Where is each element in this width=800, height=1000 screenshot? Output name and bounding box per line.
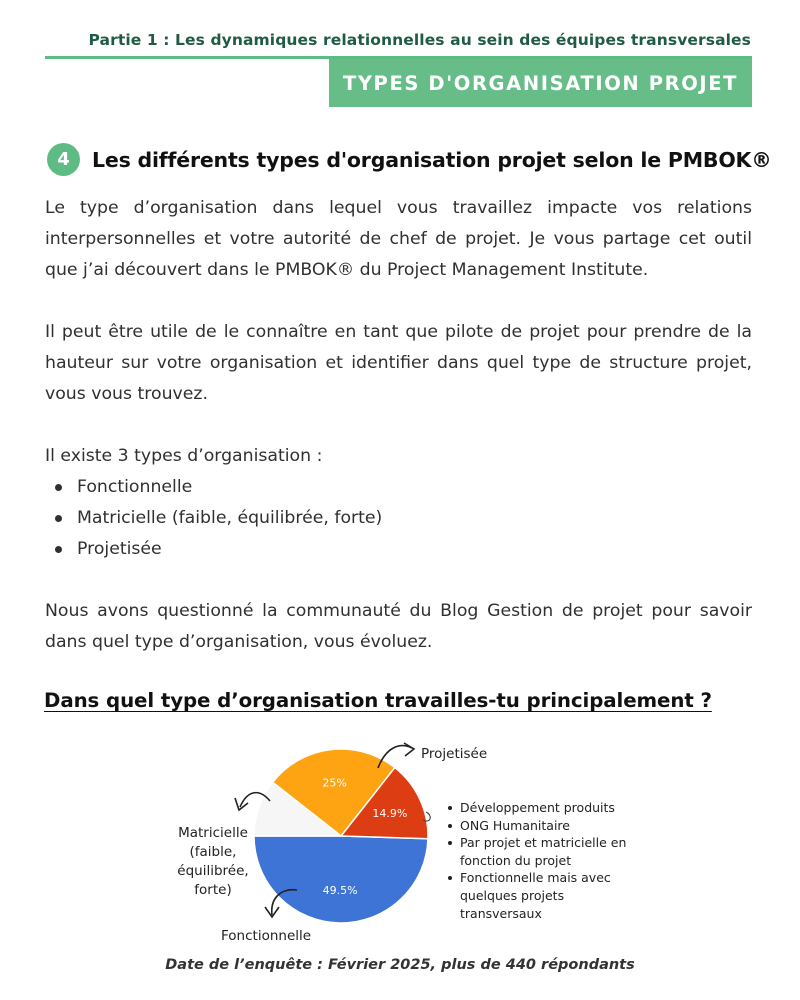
section-number-badge: 4	[47, 143, 80, 176]
paragraph-survey-intro: Nous avons questionné la communauté du Blog Gestion de projet pour savoir dans quel type d’organisation, vous évoluez.	[45, 601, 752, 652]
list-item	[55, 472, 382, 503]
callout-projetisee: Projetisée	[421, 746, 488, 762]
bullet-icon	[448, 841, 452, 845]
callout-matricielle-line4: forte)	[194, 882, 232, 898]
list-item	[446, 834, 630, 869]
bullet-icon	[448, 806, 452, 810]
list-item	[55, 503, 382, 534]
bullet-icon	[55, 515, 62, 522]
list-item-label: ONG Humanitaire	[460, 817, 570, 833]
types-list	[55, 472, 382, 565]
paragraph-intro: Le type d’organisation dans lequel vous travaillez impacte vos relations interpersonnelles et votre autorité de chef de projet. Je vous partage cet outil que j’ai découvert dans le PMBOK® du Project Management Institute.	[45, 198, 752, 280]
pie-slice-label-2: 14.9%	[372, 807, 408, 821]
callout-matricielle-line3: équilibrée,	[177, 863, 249, 879]
pie-chart	[0, 730, 800, 955]
list-item	[446, 869, 630, 922]
list-item	[446, 799, 630, 817]
survey-question: Dans quel type d’organisation travailles-tu principalement ?	[44, 689, 712, 712]
bullet-icon	[448, 876, 452, 880]
paragraph-utility: Il peut être utile de le connaître en tant que pilote de projet pour prendre de la hauteur sur votre organisation et identifier dans quel type de structure projet, vous vous trouvez.	[45, 322, 752, 404]
callout-fonctionnelle: Fonctionnelle	[221, 928, 312, 944]
partie-title: Partie 1 : Les dynamiques relationnelles au sein des équipes transversales	[88, 31, 751, 49]
pie-slice-label-3: 25%	[322, 776, 347, 790]
survey-caption: Date de l’enquête : Février 2025, plus de 440 répondants	[165, 957, 635, 973]
list-item-label: Fonctionnelle mais avec quelques projets transversaux	[460, 870, 611, 921]
list-item-label: Développement produits	[460, 800, 615, 815]
list-item	[55, 534, 382, 565]
callout-matricielle-line1: Matricielle	[178, 825, 248, 841]
bullet-icon	[448, 824, 452, 828]
section-heading	[47, 143, 772, 176]
callout-matricielle-line2: (faible,	[189, 844, 237, 860]
bullet-icon	[55, 546, 62, 553]
list-item	[446, 817, 630, 835]
list-item-label: Matricielle (faible, équilibrée, forte)	[77, 508, 383, 528]
pie-slice-1	[254, 836, 428, 923]
list-item-label: Par projet et matricielle en fonction du projet	[460, 835, 627, 868]
section-banner: TYPES D'ORGANISATION PROJET	[329, 59, 752, 107]
projetisee-arrowhead-icon	[404, 743, 414, 756]
other-answers-list	[446, 799, 630, 922]
list-item-label: Projetisée	[77, 539, 162, 559]
pie-slice-label-1: 49.5%	[322, 883, 358, 897]
paragraph-types-intro: Il existe 3 types d’organisation :	[45, 446, 323, 466]
list-item-label: Fonctionnelle	[77, 477, 193, 497]
bullet-icon	[55, 484, 62, 491]
section-title: Les différents types d'organisation projet selon le PMBOK®	[92, 147, 772, 172]
